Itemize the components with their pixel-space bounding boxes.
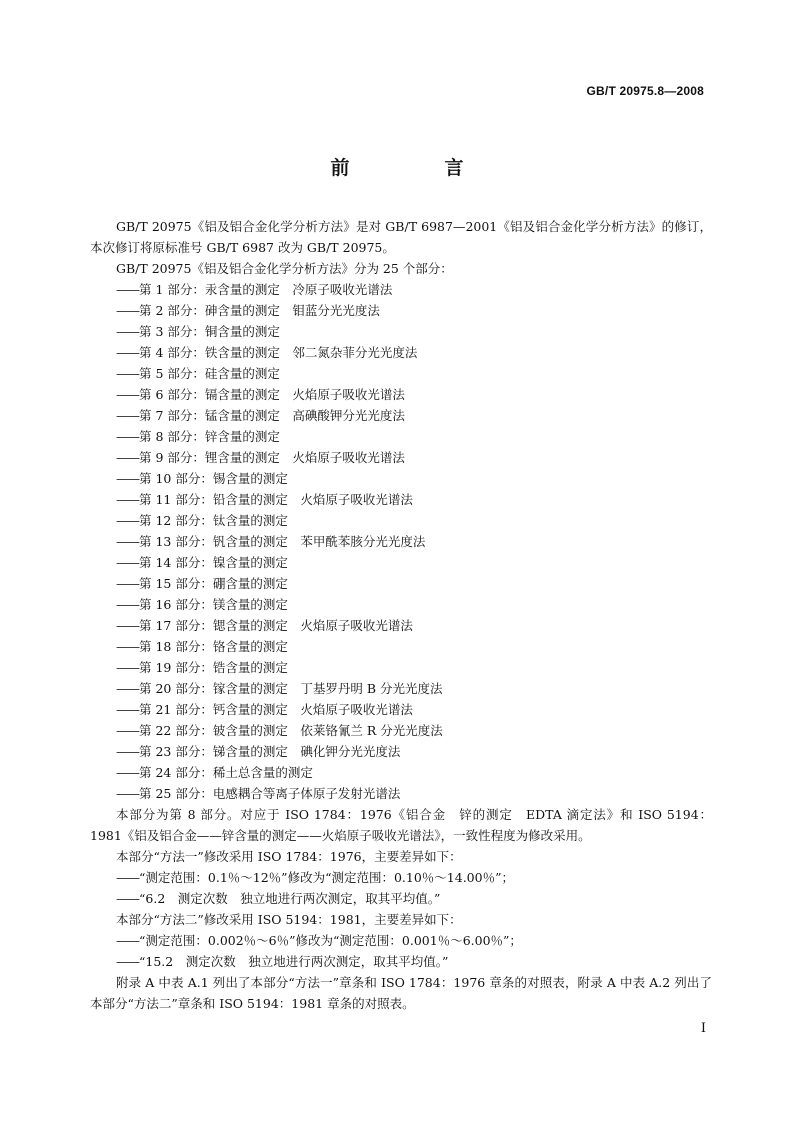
part-label: 第 25 部分：电感耦合等离子体原子发射光谱法 bbox=[139, 786, 401, 801]
list-item bbox=[90, 363, 712, 384]
method2-change-item bbox=[90, 930, 712, 951]
list-item bbox=[90, 720, 712, 741]
part-label: 第 23 部分：锑含量的测定 碘化钾分光光度法 bbox=[139, 744, 401, 759]
list-item bbox=[90, 783, 712, 804]
page-number: I bbox=[700, 1021, 706, 1036]
standard-number: GB/T 20975.8—2008 bbox=[586, 84, 704, 98]
part-label: 第 15 部分：硼含量的测定 bbox=[139, 576, 288, 591]
em-dash: —— bbox=[116, 660, 139, 675]
change-text: “15.2 测定次数 独立地进行两次测定，取其平均值。” bbox=[139, 954, 449, 969]
change-text: “测定范围：0.1％～12％”修改为“测定范围：0.10％～14.00％”； bbox=[139, 870, 514, 885]
part-label: 第 10 部分：锡含量的测定 bbox=[139, 471, 288, 486]
em-dash: —— bbox=[116, 555, 139, 570]
change-text: “6.2 测定次数 独立地进行两次测定，取其平均值。” bbox=[139, 891, 441, 906]
em-dash: —— bbox=[116, 933, 139, 948]
list-item bbox=[90, 510, 712, 531]
list-item bbox=[90, 489, 712, 510]
list-item bbox=[90, 741, 712, 762]
part-label: 第 4 部分：铁含量的测定 邻二氮杂菲分光光度法 bbox=[139, 345, 418, 360]
intro-paragraph-parts: GB/T 20975《铝及铝合金化学分析方法》分为 25 个部分： bbox=[116, 261, 453, 276]
em-dash: —— bbox=[116, 408, 139, 423]
em-dash: —— bbox=[116, 744, 139, 759]
part-label: 第 16 部分：镁含量的测定 bbox=[139, 597, 288, 612]
part-label: 第 8 部分：锌含量的测定 bbox=[139, 429, 280, 444]
em-dash: —— bbox=[116, 429, 139, 444]
method1-intro: 本部分“方法一”修改采用 ISO 1784：1976，主要差异如下： bbox=[116, 849, 462, 864]
list-item bbox=[90, 573, 712, 594]
list-item bbox=[90, 762, 712, 783]
list-item bbox=[90, 342, 712, 363]
page-title: 前 言 bbox=[330, 157, 502, 179]
em-dash: —— bbox=[116, 597, 139, 612]
list-item bbox=[90, 405, 712, 426]
correspondence-paragraph: 本部分为第 8 部分。对应于 ISO 1784：1976《铝合金 锌的测定 EDTA 滴定法》和 ISO 5194：1981《铝及铝合金——锌含量的测定——火焰原子吸收光谱法》，一致性程度为修改采用。 bbox=[90, 807, 712, 843]
change-text: “测定范围：0.002％～6％”修改为“测定范围：0.001％～6.00％”； bbox=[139, 933, 522, 948]
part-label: 第 6 部分：镉含量的测定 火焰原子吸收光谱法 bbox=[139, 387, 405, 402]
list-item bbox=[90, 384, 712, 405]
part-label: 第 7 部分：锰含量的测定 高碘酸钾分光光度法 bbox=[139, 408, 405, 423]
list-item bbox=[90, 552, 712, 573]
em-dash: —— bbox=[116, 618, 139, 633]
annex-note-paragraph: 附录 A 中表 A.1 列出了本部分“方法一”章条和 ISO 1784：1976 章条的对照表，附录 A 中表 A.2 列出了本部分“方法二”章条和 ISO 5194：1981 章条的对照表。 bbox=[90, 975, 712, 1011]
parts-list bbox=[90, 279, 712, 804]
list-item bbox=[90, 678, 712, 699]
list-item bbox=[90, 321, 712, 342]
em-dash: —— bbox=[116, 786, 139, 801]
em-dash: —— bbox=[116, 576, 139, 591]
foreword-body bbox=[90, 216, 712, 1014]
list-item bbox=[90, 699, 712, 720]
method1-change-item bbox=[90, 888, 712, 909]
em-dash: —— bbox=[116, 492, 139, 507]
em-dash: —— bbox=[116, 513, 139, 528]
em-dash: —— bbox=[116, 765, 139, 780]
part-label: 第 20 部分：镓含量的测定 丁基罗丹明 B 分光光度法 bbox=[139, 681, 443, 696]
part-label: 第 9 部分：锂含量的测定 火焰原子吸收光谱法 bbox=[139, 450, 405, 465]
em-dash: —— bbox=[116, 954, 139, 969]
list-item bbox=[90, 279, 712, 300]
part-label: 第 17 部分：锶含量的测定 火焰原子吸收光谱法 bbox=[139, 618, 413, 633]
em-dash: —— bbox=[116, 345, 139, 360]
em-dash: —— bbox=[116, 471, 139, 486]
em-dash: —— bbox=[116, 324, 139, 339]
part-label: 第 13 部分：钒含量的测定 苯甲酰苯胲分光光度法 bbox=[139, 534, 426, 549]
em-dash: —— bbox=[116, 891, 139, 906]
list-item bbox=[90, 426, 712, 447]
list-item bbox=[90, 447, 712, 468]
part-label: 第 18 部分：铬含量的测定 bbox=[139, 639, 288, 654]
list-item bbox=[90, 594, 712, 615]
em-dash: —— bbox=[116, 723, 139, 738]
em-dash: —— bbox=[116, 870, 139, 885]
list-item bbox=[90, 468, 712, 489]
part-label: 第 11 部分：铅含量的测定 火焰原子吸收光谱法 bbox=[139, 492, 413, 507]
list-item bbox=[90, 531, 712, 552]
em-dash: —— bbox=[116, 681, 139, 696]
part-label: 第 1 部分：汞含量的测定 冷原子吸收光谱法 bbox=[139, 282, 393, 297]
list-item bbox=[90, 300, 712, 321]
part-label: 第 21 部分：钙含量的测定 火焰原子吸收光谱法 bbox=[139, 702, 413, 717]
part-label: 第 19 部分：锆含量的测定 bbox=[139, 660, 288, 675]
part-label: 第 24 部分：稀土总含量的测定 bbox=[139, 765, 313, 780]
method1-change-item bbox=[90, 867, 712, 888]
part-label: 第 14 部分：镍含量的测定 bbox=[139, 555, 288, 570]
em-dash: —— bbox=[116, 702, 139, 717]
method2-change-item bbox=[90, 951, 712, 972]
part-label: 第 2 部分：砷含量的测定 钼蓝分光光度法 bbox=[139, 303, 380, 318]
em-dash: —— bbox=[116, 639, 139, 654]
em-dash: —— bbox=[116, 366, 139, 381]
intro-paragraph-revision: GB/T 20975《铝及铝合金化学分析方法》是对 GB/T 6987—2001《铝及铝合金化学分析方法》的修订，本次修订将原标准号 GB/T 6987 改为 GB/T 20975。 bbox=[90, 219, 712, 255]
part-label: 第 5 部分：硅含量的测定 bbox=[139, 366, 280, 381]
em-dash: —— bbox=[116, 303, 139, 318]
em-dash: —— bbox=[116, 450, 139, 465]
list-item bbox=[90, 657, 712, 678]
part-label: 第 12 部分：钛含量的测定 bbox=[139, 513, 288, 528]
list-item bbox=[90, 615, 712, 636]
method2-intro: 本部分“方法二”修改采用 ISO 5194：1981，主要差异如下： bbox=[116, 912, 462, 927]
part-label: 第 22 部分：铍含量的测定 依莱铬氰兰 R 分光光度法 bbox=[139, 723, 443, 738]
em-dash: —— bbox=[116, 387, 139, 402]
em-dash: —— bbox=[116, 282, 139, 297]
part-label: 第 3 部分：铜含量的测定 bbox=[139, 324, 280, 339]
list-item bbox=[90, 636, 712, 657]
em-dash: —— bbox=[116, 534, 139, 549]
